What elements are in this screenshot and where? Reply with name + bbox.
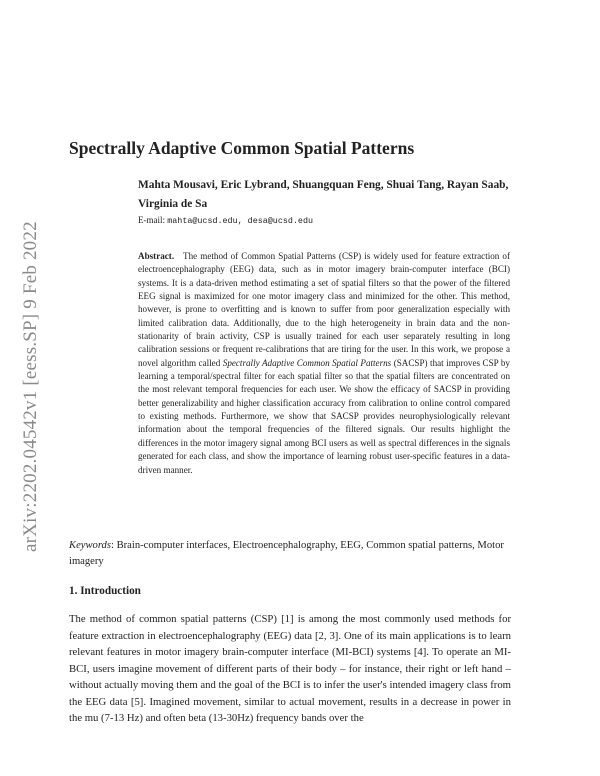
abstract-method-name: Spectrally Adaptive Common Spatial Patterns — [222, 357, 392, 368]
author-list: Mahta Mousavi, Eric Lybrand, Shuangquan Feng, Shuai Tang, Rayan Saab, Virginia de Sa — [138, 179, 509, 210]
section-heading-introduction: 1. Introduction — [69, 585, 141, 597]
abstract — [138, 250, 510, 477]
keywords-text: : Brain-computer interfaces, Electroencephalography, EEG, Common spatial patterns, Motor imagery — [69, 540, 504, 567]
email-label: E-mail: — [138, 215, 165, 225]
paper-title: Spectrally Adaptive Common Spatial Patterns — [69, 138, 415, 158]
keywords-label: Keywords — [69, 540, 111, 551]
abstract-text-part2: (SACSP) that improves CSP by learning a temporal/spectral filter for each spatial filter so that the spatial filters are concentrated on the most relevant temporal frequencies for each user. We show the efficacy of SACSP in providing better generalizability and higher classification accuracy from calibration to online control compared to existing methods. Furthermore, we show that SACSP provides neurophysiologically relevant information about the temporal frequencies of the filtered signals. Our results highlight the differences in the motor imagery signal among BCI users as well as spectral differences in the signals generated for each class, and show the importance of learning robust user-specific features in a data-driven manner. — [138, 357, 510, 475]
abstract-text-part1: The method of Common Spatial Patterns (CSP) is widely used for feature extraction of electroencephalography (EEG) data, such as in motor imagery brain-computer interface (BCI) systems. It is a data-driven method estimating a set of spatial filters so that the power of the filtered EEG signal is maximized for one motor imagery class and minimized for the other. This method, however, is prone to overfitting and is known to suffer from poor generalization especially with limited calibration data. Additionally, due to the high heterogeneity in brain data and the non-stationarity of brain activity, CSP is usually trained for each user separately resulting in long calibration sessions or frequent re-calibrations that are tiring for the user. In this work, we propose a novel algorithm called — [138, 251, 510, 368]
contact-email — [138, 215, 313, 226]
arxiv-identifier-stamp: arXiv:2202.04542v1 [eess.SP] 9 Feb 2022 — [20, 221, 41, 552]
introduction-text: The method of common spatial patterns (CSP) [1] is among the most commonly used methods for feature extraction in electroencephalography (EEG) data [2, 3]. One of its main applications is to learn relevant features in motor imagery brain-computer interface (MI-BCI) systems [4]. To operate an MI-BCI, users imagine movement of different parts of their body – for instance, their right or left hand – without actually moving them and the goal of the BCI is to infer the user's intended imagery class from the EEG data [5]. Imagined movement, similar to actual movement, results in a decrease in power in the mu (7-13 Hz) and often beta (13-30Hz) frequency bands over the — [69, 613, 511, 724]
keywords — [69, 538, 511, 569]
email-addresses: mahta@ucsd.edu, desa@ucsd.edu — [167, 216, 313, 226]
abstract-label: Abstract. — [138, 251, 175, 261]
